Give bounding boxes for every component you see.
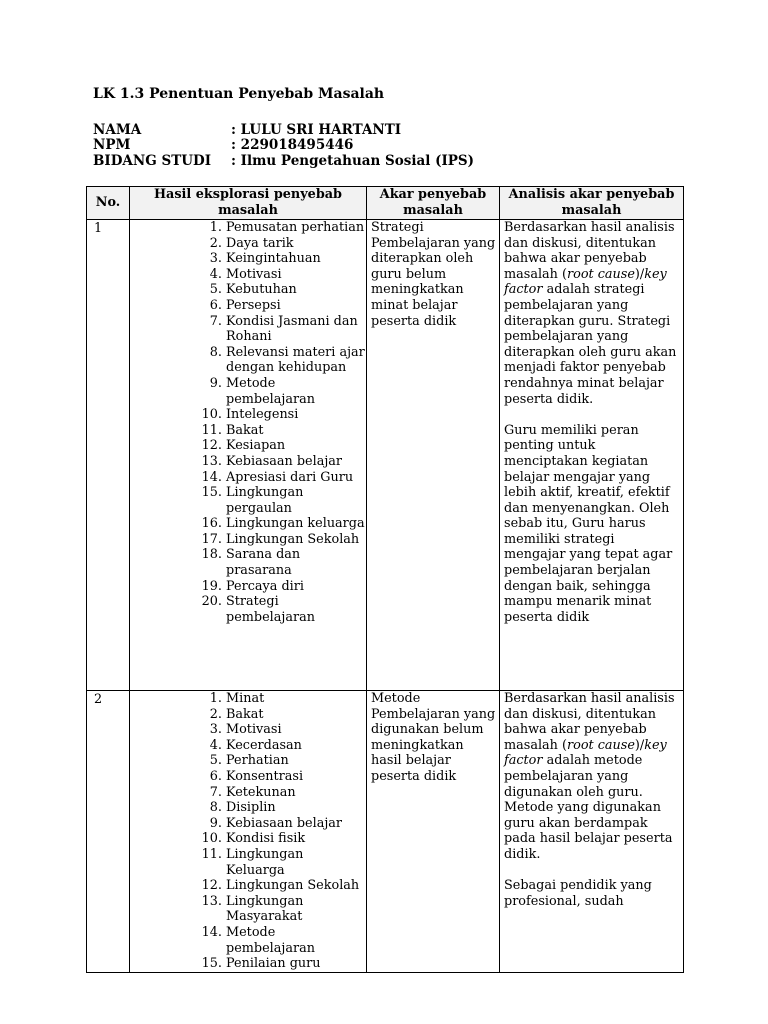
list-item bbox=[130, 282, 366, 298]
list-item-number: 3. bbox=[209, 722, 222, 738]
list-item-number: 10. bbox=[201, 831, 222, 847]
analysis-term: root cause bbox=[567, 266, 635, 282]
list-item-text: Lingkungan Keluarga bbox=[226, 846, 304, 878]
list-item-text: Bakat bbox=[226, 706, 264, 722]
header-causes: Hasil eksplorasi penyebab masalah bbox=[130, 187, 367, 220]
list-item bbox=[130, 785, 366, 801]
list-item bbox=[130, 220, 366, 236]
list-item-text: Kesiapan bbox=[226, 438, 286, 454]
list-item bbox=[130, 816, 366, 832]
list-item bbox=[130, 298, 366, 314]
list-item bbox=[130, 691, 366, 707]
list-item-number: 15. bbox=[201, 485, 222, 501]
list-item bbox=[130, 470, 366, 486]
list-item bbox=[130, 847, 366, 878]
list-item-text: Motivasi bbox=[226, 722, 282, 738]
document-title: LK 1.3 Penentuan Penyebab Masalah bbox=[93, 86, 385, 102]
list-item-number: 14. bbox=[201, 469, 222, 485]
list-item-number: 8. bbox=[209, 344, 222, 360]
list-item-number: 17. bbox=[201, 531, 222, 547]
list-item bbox=[130, 722, 366, 738]
list-item-text: Bakat bbox=[226, 422, 264, 438]
root-cause-text: Strategi Pembelajaran yang diterapkan oleh guru belum meningkatkan minat belajar peserta didik bbox=[371, 220, 496, 329]
list-item-number: 7. bbox=[209, 784, 222, 800]
list-item-text: Lingkungan keluarga bbox=[226, 516, 365, 532]
list-item-number: 2. bbox=[209, 706, 222, 722]
list-item bbox=[130, 485, 366, 516]
list-item-text: Intelegensi bbox=[226, 407, 299, 423]
list-item-number: 8. bbox=[209, 800, 222, 816]
root-cause-cell bbox=[367, 220, 500, 691]
identity-label: NAMA bbox=[93, 122, 142, 138]
analysis-cell bbox=[500, 691, 684, 973]
list-item-number: 7. bbox=[209, 313, 222, 329]
list-item-number: 3. bbox=[209, 251, 222, 267]
list-item bbox=[130, 956, 366, 972]
list-item-text: Lingkungan Sekolah bbox=[226, 531, 360, 547]
list-item-number: 16. bbox=[201, 516, 222, 532]
table-row bbox=[87, 220, 684, 691]
list-item-text: Apresiasi dari Guru bbox=[226, 469, 354, 485]
list-item bbox=[130, 579, 366, 595]
list-item bbox=[130, 376, 366, 407]
list-item-text: Ketekunan bbox=[226, 784, 296, 800]
list-item bbox=[130, 594, 366, 625]
analysis-paragraph: Sebagai pendidik yang profesional, sudah bbox=[504, 878, 652, 909]
list-item bbox=[130, 753, 366, 769]
list-item-text: Kondisi fisik bbox=[226, 831, 306, 847]
identity-label: NPM bbox=[93, 137, 131, 153]
list-item-text: Metode pembelajaran bbox=[226, 924, 315, 956]
header-no: No. bbox=[87, 187, 130, 220]
analysis-text: )/ bbox=[634, 266, 645, 282]
list-item-number: 1. bbox=[209, 220, 222, 235]
list-item bbox=[130, 831, 366, 847]
identity-value: : 229018495446 bbox=[231, 137, 354, 153]
list-item-text: Daya tarik bbox=[226, 235, 294, 251]
list-item bbox=[130, 314, 366, 345]
header-root: Akar penyebab masalah bbox=[367, 187, 500, 220]
list-item-number: 12. bbox=[201, 438, 222, 454]
list-item-number: 4. bbox=[209, 737, 222, 753]
row-number: 1 bbox=[87, 220, 130, 691]
list-item-number: 12. bbox=[201, 878, 222, 894]
analysis-text: Berdasarkan hasil analisis dan diskusi, ditentukan bahwa akar penyebab masalah ( bbox=[504, 691, 675, 753]
list-item-text: Penilaian guru bbox=[226, 956, 321, 972]
list-item bbox=[130, 423, 366, 439]
row-number: 2 bbox=[87, 691, 130, 973]
list-item bbox=[130, 925, 366, 956]
cause-list bbox=[130, 691, 366, 972]
list-item-number: 14. bbox=[201, 924, 222, 940]
list-item-number: 4. bbox=[209, 266, 222, 282]
list-item-text: Sarana dan prasarana bbox=[226, 547, 301, 579]
list-item bbox=[130, 236, 366, 252]
list-item-number: 20. bbox=[201, 594, 222, 610]
list-item-number: 11. bbox=[201, 846, 222, 862]
list-item bbox=[130, 769, 366, 785]
list-item-number: 2. bbox=[209, 235, 222, 251]
list-item-number: 6. bbox=[209, 768, 222, 784]
analysis-term: key factor bbox=[504, 266, 667, 298]
list-item-text: Kebiasaan belajar bbox=[226, 453, 343, 469]
list-item-text: Perhatian bbox=[226, 753, 289, 769]
header-analysis: Analisis akar penyebab masalah bbox=[500, 187, 684, 220]
list-item bbox=[130, 894, 366, 925]
identity-value: : LULU SRI HARTANTI bbox=[231, 122, 402, 138]
analysis-term: root cause bbox=[567, 737, 635, 753]
list-item-number: 6. bbox=[209, 297, 222, 313]
list-item bbox=[130, 532, 366, 548]
list-item-text: Lingkungan pergaulan bbox=[226, 485, 304, 516]
list-item bbox=[130, 454, 366, 470]
cause-list bbox=[130, 220, 366, 625]
list-item-number: 10. bbox=[201, 407, 222, 423]
root-cause-text: Metode Pembelajaran yang digunakan belum meningkatkan hasil belajar peserta didik bbox=[371, 691, 496, 784]
list-item bbox=[130, 878, 366, 894]
list-item-text: Strategi pembelajaran bbox=[226, 594, 315, 625]
list-item-text: Persepsi bbox=[226, 297, 281, 313]
analysis-text: adalah strategi pembelajaran yang diterapkan guru. Strategi pembelajaran yang diterapkan oleh guru akan menjadi faktor penyebab rendahnya minat belajar peserta didik. bbox=[504, 282, 677, 407]
root-cause-cell bbox=[367, 691, 500, 973]
identity-value: : Ilmu Pengetahuan Sosial (IPS) bbox=[231, 153, 475, 169]
list-item-number: 18. bbox=[201, 547, 222, 563]
cause-list-cell bbox=[130, 691, 367, 973]
list-item-number: 19. bbox=[201, 578, 222, 594]
analysis-text: adalah metode pembelajaran yang digunakan oleh guru. Metode yang digunakan guru akan berdampak pada hasil belajar peserta didik. bbox=[504, 753, 673, 862]
list-item-text: Keingintahuan bbox=[226, 251, 321, 267]
list-item bbox=[130, 251, 366, 267]
list-item-text: Motivasi bbox=[226, 266, 282, 282]
list-item bbox=[130, 345, 366, 376]
list-item-number: 1. bbox=[209, 691, 222, 706]
list-item-text: Relevansi materi ajar dengan kehidupan bbox=[226, 344, 365, 376]
list-item-text: Minat bbox=[226, 691, 265, 706]
list-item bbox=[130, 407, 366, 423]
list-item bbox=[130, 707, 366, 723]
analysis-text: Berdasarkan hasil analisis dan diskusi, ditentukan bahwa akar penyebab masalah ( bbox=[504, 220, 675, 282]
list-item-number: 9. bbox=[209, 815, 222, 831]
list-item-text: Kebutuhan bbox=[226, 282, 297, 298]
list-item-text: Pemusatan perhatian bbox=[226, 220, 365, 235]
identity-label: BIDANG STUDI bbox=[93, 153, 212, 169]
list-item-text: Percaya diri bbox=[226, 578, 304, 594]
list-item-number: 5. bbox=[209, 753, 222, 769]
analysis-term: key factor bbox=[504, 737, 667, 769]
list-item bbox=[130, 738, 366, 754]
list-item-text: Kecerdasan bbox=[226, 737, 302, 753]
list-item bbox=[130, 267, 366, 283]
list-item-number: 13. bbox=[201, 453, 222, 469]
list-item bbox=[130, 547, 366, 578]
list-item bbox=[130, 800, 366, 816]
cause-analysis-table bbox=[86, 186, 684, 973]
analysis-paragraph bbox=[504, 691, 680, 863]
analysis-cell bbox=[500, 220, 684, 691]
list-item-number: 5. bbox=[209, 282, 222, 298]
table-row bbox=[87, 691, 684, 973]
table-header-row bbox=[87, 187, 684, 220]
list-item-number: 9. bbox=[209, 375, 222, 391]
list-item-number: 13. bbox=[201, 893, 222, 909]
list-item-text: Disiplin bbox=[226, 800, 276, 816]
list-item-text: Kebiasaan belajar bbox=[226, 815, 343, 831]
list-item-text: Konsentrasi bbox=[226, 768, 304, 784]
list-item bbox=[130, 438, 366, 454]
cause-list-cell bbox=[130, 220, 367, 691]
list-item-text: Metode pembelajaran bbox=[226, 375, 315, 407]
list-item bbox=[130, 516, 366, 532]
analysis-paragraph: Guru memiliki peran penting untuk menciptakan kegiatan belajar mengajar yang lebih aktif, kreatif, efektif dan menyenangkan. Oleh sebab itu, Guru harus memiliki strategi mengajar yang tepat agar pembelajaran berjalan dengan baik, sehingga mampu menarik minat peserta didik bbox=[504, 422, 673, 625]
list-item-text: Lingkungan Sekolah bbox=[226, 878, 360, 894]
analysis-text: )/ bbox=[634, 737, 645, 753]
list-item-text: Lingkungan Masyarakat bbox=[226, 893, 304, 925]
list-item-number: 15. bbox=[201, 956, 222, 972]
list-item-text: Kondisi Jasmani dan Rohani bbox=[226, 313, 358, 345]
list-item-number: 11. bbox=[201, 422, 222, 438]
analysis-paragraph bbox=[504, 220, 680, 407]
